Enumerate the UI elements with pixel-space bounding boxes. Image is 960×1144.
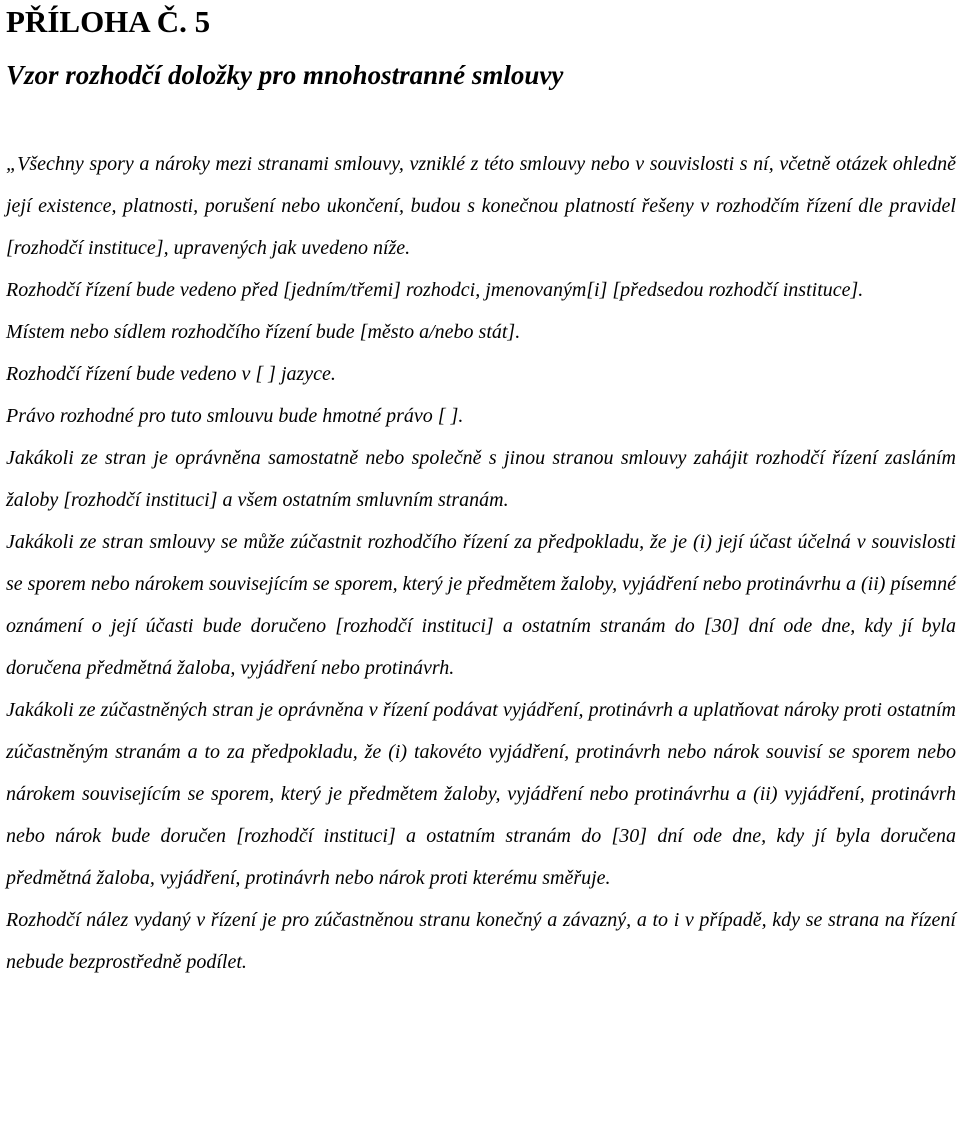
paragraph-award: Rozhodčí nález vydaný v řízení je pro zúčastněnou stranu konečný a závazný, a to i v případě, kdy se strana na řízení nebude bezprostředně podílet. [6,909,956,973]
paragraph-governing-law: Právo rozhodné pro tuto smlouvu bude hmotné právo [ ]. [6,405,464,427]
annex-heading: PŘÍLOHA Č. 5 [6,4,211,39]
paragraph-commencement: Jakákoli ze stran je oprávněna samostatně nebo společně s jinou stranou smlouvy zahájit rozhodčí řízení zasláním žaloby [rozhodčí instituci] a všem ostatním smluvním stranám. [6,447,956,511]
paragraph-language: Rozhodčí řízení bude vedeno v [ ] jazyce. [6,363,336,385]
paragraph-claims: Jakákoli ze zúčastněných stran je oprávněna v řízení podávat vyjádření, protinávrh a uplatňovat nároky proti ostatním zúčastněným stranám a to za předpokladu, že (i) takovéto vyjádření, protinávrh nebo nárok souvisí se sporem nebo nárokem souvisejícím se sporem, který je předmětem žaloby, vyjádření nebo protinávrhu a (ii) vyjádření, protinávrh nebo nárok bude doručen [rozhodčí instituci] a ostatním stranám do [30] dní ode dne, kdy jí byla doručena předmětná žaloba, vyjádření, protinávrh nebo nárok proti kterému směřuje. [6,699,956,889]
clause-body [6,143,956,983]
document-subheading: Vzor rozhodčí doložky pro mnohostranné smlouvy [6,60,564,90]
paragraph-arbitrators: Rozhodčí řízení bude vedeno před [jedním/třemi] rozhodci, jmenovaným[i] [předsedou rozhodčí instituce]. [6,279,864,301]
paragraph-scope: „Všechny spory a nároky mezi stranami smlouvy, vzniklé z této smlouvy nebo v souvislosti s ní, včetně otázek ohledně její existence, platnosti, porušení nebo ukončení, budou s konečnou platností řešeny v rozhodčím řízení dle pravidel [rozhodčí instituce], upravených jak uvedeno níže. [6,153,956,259]
paragraph-participation: Jakákoli ze stran smlouvy se může zúčastnit rozhodčího řízení za předpokladu, že je (i) její účast účelná v souvislosti se sporem nebo nárokem souvisejícím se sporem, který je předmětem žaloby, vyjádření nebo protinávrhu a (ii) písemné oznámení o její účasti bude doručeno [rozhodčí instituci] a ostatním stranám do [30] dní ode dne, kdy jí byla doručena předmětná žaloba, vyjádření nebo protinávrh. [6,531,956,679]
paragraph-seat: Místem nebo sídlem rozhodčího řízení bude [město a/nebo stát]. [6,321,521,343]
